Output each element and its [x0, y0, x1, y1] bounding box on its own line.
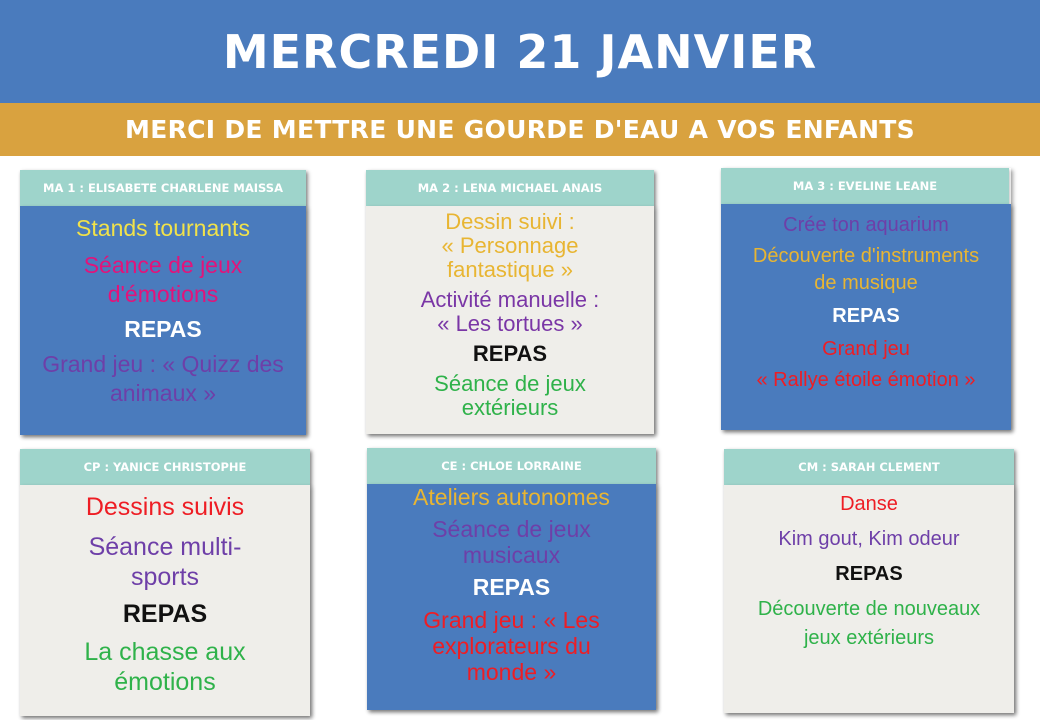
activity-line: « Personnage: [441, 233, 579, 258]
notice-banner: [0, 103, 1040, 156]
activity-line: « Les tortues »: [437, 311, 583, 336]
group-header-ma3: MA 3 : EVELINE LEANE: [721, 168, 1009, 204]
activity-line: Séance de jeux: [434, 371, 586, 396]
group-header-ma2: MA 2 : LENA MICHAEL ANAIS: [366, 170, 654, 206]
meal-label: REPAS: [472, 341, 548, 366]
activity-line: Séance de jeux: [432, 516, 591, 542]
activity-line: extérieurs: [461, 395, 559, 420]
notice-text: MERCI DE METTRE UNE GOURDE D'EAU A VOS ENFANTS: [125, 115, 915, 144]
page-title: MERCREDI 21 JANVIER: [222, 24, 818, 79]
activity-line: Séance de jeux: [83, 252, 243, 278]
meal-label: REPAS: [124, 316, 202, 342]
title-banner: [0, 0, 1040, 103]
meal-label: REPAS: [122, 600, 208, 628]
group-body-ma2: [366, 206, 654, 434]
group-body-ma1: [20, 206, 306, 435]
group-body-cp: [20, 485, 310, 716]
activity-line: Grand jeu : « Quizz des: [42, 351, 284, 377]
meal-label: REPAS: [832, 305, 900, 327]
group-body-ma3: [721, 204, 1011, 430]
group-card-ma1: [20, 170, 306, 435]
activity-line: de musique: [814, 272, 918, 294]
activity-line: Activité manuelle :: [420, 287, 600, 312]
group-card-ce: [367, 448, 656, 710]
activity-line: animaux »: [109, 380, 217, 406]
activity-line: La chasse aux: [84, 638, 246, 666]
activity-line: émotions: [114, 668, 216, 696]
meal-label: REPAS: [835, 563, 903, 585]
activity-line: Ateliers autonomes: [413, 484, 610, 510]
activity-line: Grand jeu: [822, 338, 910, 360]
activity-line: sports: [130, 563, 200, 591]
activity-line: « Rallye étoile émotion »: [756, 369, 976, 391]
activity-line: Crée ton aquarium: [783, 214, 949, 236]
activity-line: Découverte d'instruments: [752, 245, 980, 267]
activity-line: explorateurs du: [432, 633, 591, 659]
group-header-ce: CE : CHLOE LORRAINE: [367, 448, 656, 484]
group-card-cp: [20, 449, 310, 716]
activity-line: musicaux: [462, 542, 561, 568]
activity-line: Séance multi-: [88, 533, 242, 561]
activity-line: Dessin suivi :: [445, 209, 575, 234]
activity-line: Kim gout, Kim odeur: [778, 528, 960, 550]
activity-line: Découverte de nouveaux: [757, 598, 981, 620]
group-body-ce: [367, 484, 656, 710]
activity-line: Grand jeu : « Les: [423, 607, 600, 633]
group-card-cm: [724, 449, 1014, 713]
meal-label: REPAS: [472, 574, 551, 600]
activity-line: fantastique »: [447, 257, 573, 282]
activity-line: d'émotions: [107, 281, 219, 307]
activity-line: Dessins suivis: [85, 493, 245, 521]
activity-line: Danse: [840, 493, 898, 515]
group-header-cp: CP : YANICE CHRISTOPHE: [20, 449, 310, 485]
group-card-ma3: [721, 168, 1011, 430]
activity-line: Stands tournants: [76, 215, 250, 241]
activity-line: monde »: [466, 659, 557, 685]
group-body-cm: [724, 485, 1014, 713]
group-header-cm: CM : SARAH CLEMENT: [724, 449, 1014, 485]
group-header-ma1: MA 1 : ELISABETE CHARLENE MAISSA: [20, 170, 306, 206]
group-card-ma2: [366, 170, 654, 434]
activity-line: jeux extérieurs: [803, 627, 935, 649]
